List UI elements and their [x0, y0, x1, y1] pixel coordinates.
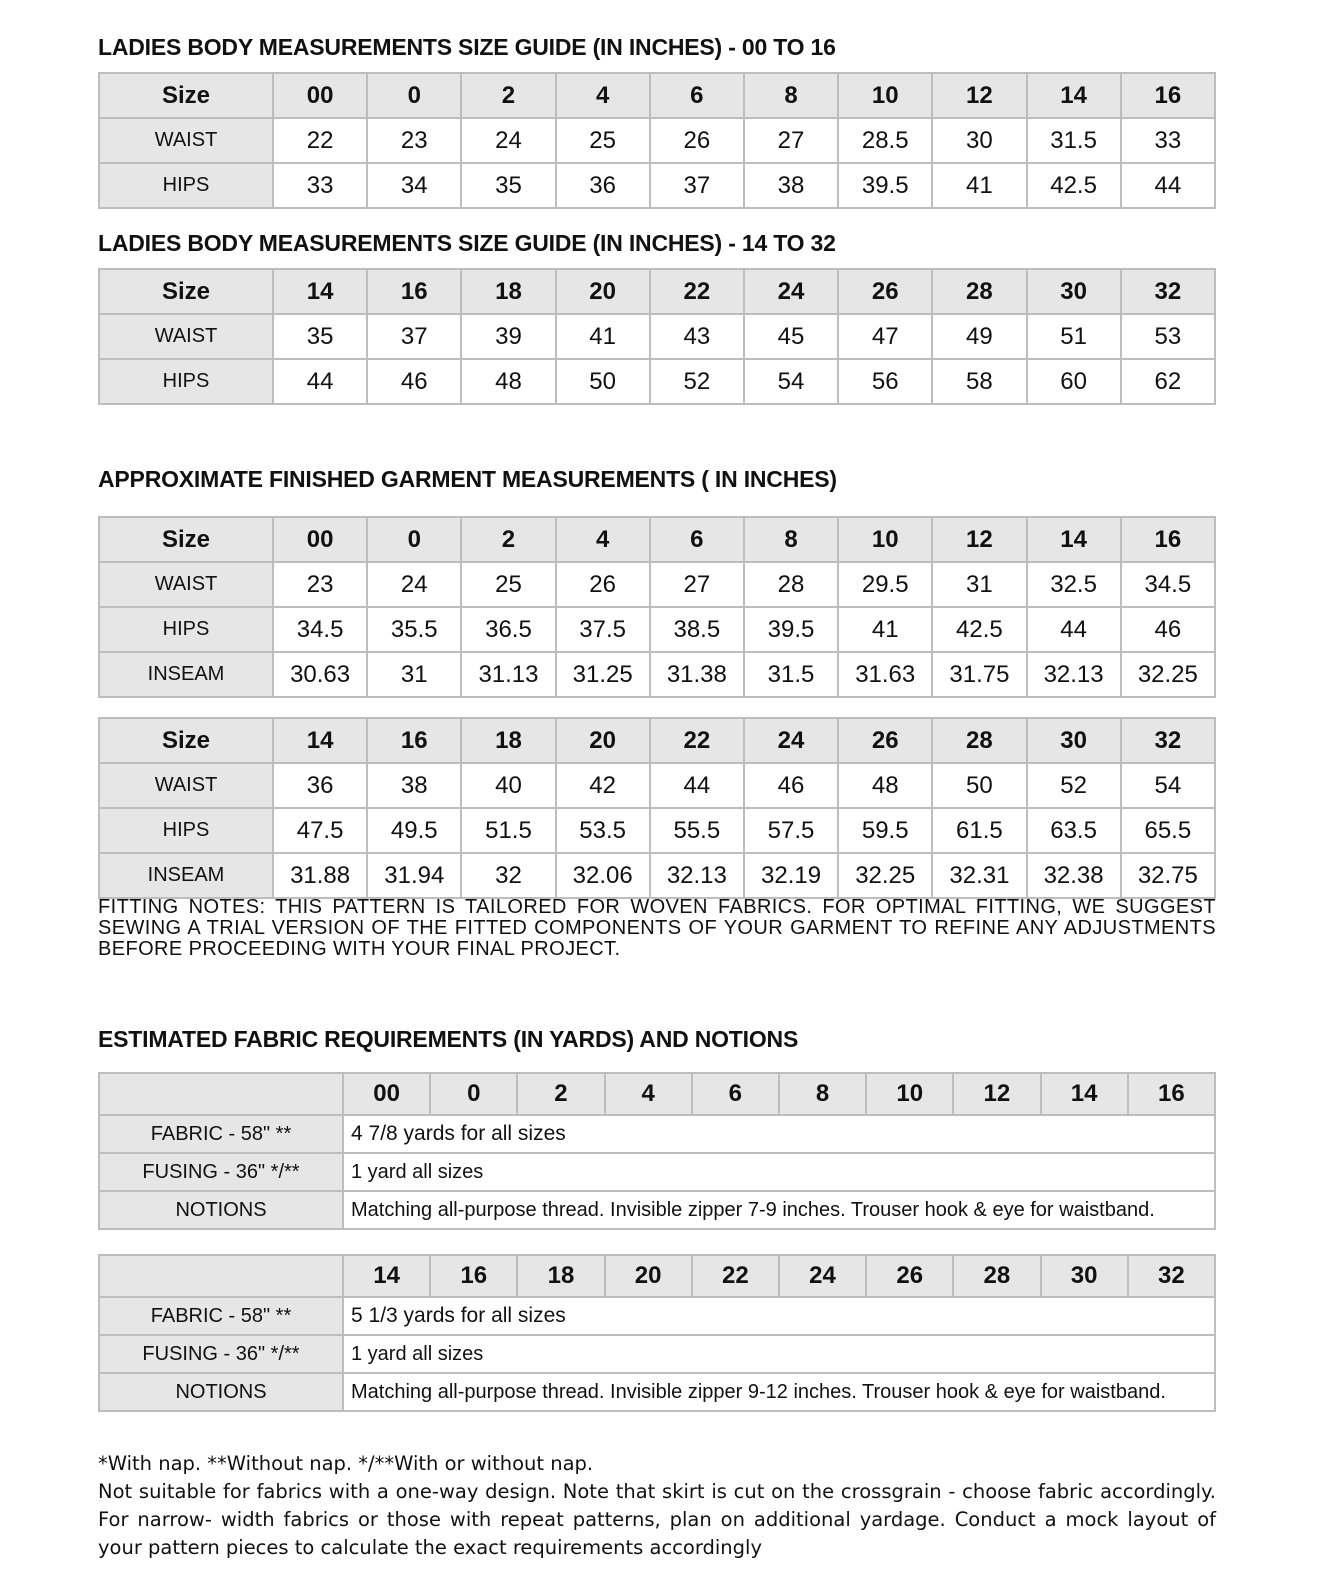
table-cell: 39	[461, 314, 555, 359]
fitting-notes: FITTING NOTES: THIS PATTERN IS TAILORED FOR WOVEN FABRICS. FOR OPTIMAL FITTING, WE SUGGEST SEWING A TRIAL VERSION OF THE FITTED COMPONENTS OF YOUR GARMENT TO REFINE ANY ADJUSTMENTS BEFORE PROCEEDING WITH YOUR FINAL PROJECT.	[98, 896, 1216, 960]
finished-garment-14-32-table	[98, 717, 1216, 899]
table-header-row	[99, 1073, 1215, 1115]
table-cell: 29.5	[838, 562, 932, 607]
body-measurements-14-32-table	[98, 268, 1216, 405]
table-cell: 31.5	[744, 652, 838, 697]
table-cell: 32.31	[932, 853, 1026, 898]
row-label: HIPS	[99, 359, 273, 404]
size-column-header: 32	[1121, 718, 1215, 763]
size-column-header: 12	[953, 1073, 1040, 1115]
table-cell: 27	[650, 562, 744, 607]
table-cell: 63.5	[1027, 808, 1121, 853]
size-column-header: 14	[343, 1255, 430, 1297]
table-cell: 50	[556, 359, 650, 404]
size-column-header: 30	[1041, 1255, 1128, 1297]
table-cell: 38.5	[650, 607, 744, 652]
row-label: FUSING - 36" */**	[99, 1335, 343, 1373]
size-column-header: 24	[744, 269, 838, 314]
table-cell: 55.5	[650, 808, 744, 853]
size-column-header: 20	[605, 1255, 692, 1297]
size-column-header: 10	[866, 1073, 953, 1115]
size-column-header: 14	[273, 718, 367, 763]
fabric-suitability-note: Not suitable for fabrics with a one-way design. Note that skirt is cut on the crossgrain - choose fabric accordingly. For narrow- width fabrics or those with repeat patterns, plan on additional yardage. Conduct a mock layout of your pattern pieces to calculate the exact requirements accordingly	[98, 1480, 1216, 1559]
table-cell: 26	[650, 118, 744, 163]
table-cell: 34.5	[1121, 562, 1215, 607]
size-column-header: 18	[461, 718, 555, 763]
size-column-header: 2	[461, 73, 555, 118]
row-label: HIPS	[99, 808, 273, 853]
table-cell: 27	[744, 118, 838, 163]
row-label: HIPS	[99, 163, 273, 208]
table-cell: 28.5	[838, 118, 932, 163]
footnotes	[98, 1450, 1216, 1562]
table-cell: 5 1/3 yards for all sizes	[343, 1297, 1215, 1335]
table-cell: 41	[556, 314, 650, 359]
table-cell: 47.5	[273, 808, 367, 853]
row-label: WAIST	[99, 314, 273, 359]
size-column-header: 6	[692, 1073, 779, 1115]
table-cell: 24	[367, 562, 461, 607]
table-header-row	[99, 718, 1215, 763]
table-cell: 48	[838, 763, 932, 808]
row-label: WAIST	[99, 562, 273, 607]
table-cell: 32.38	[1027, 853, 1121, 898]
size-column-header: 32	[1121, 269, 1215, 314]
table-cell: 23	[273, 562, 367, 607]
table-cell: 31	[367, 652, 461, 697]
table-cell: 1 yard all sizes	[343, 1153, 1215, 1191]
table-cell: 35.5	[367, 607, 461, 652]
table-cell: 32.25	[838, 853, 932, 898]
table-cell: 24	[461, 118, 555, 163]
row-label: FABRIC - 58" **	[99, 1115, 343, 1153]
table-cell: 57.5	[744, 808, 838, 853]
table-cell: Matching all-purpose thread. Invisible zipper 9-12 inches. Trouser hook & eye for waistband.	[343, 1373, 1215, 1411]
table-cell: 40	[461, 763, 555, 808]
fabric-requirements-title: ESTIMATED FABRIC REQUIREMENTS (IN YARDS) AND NOTIONS	[98, 1026, 799, 1052]
table-row	[99, 652, 1215, 697]
table-cell: 36	[556, 163, 650, 208]
size-column-header: 16	[367, 269, 461, 314]
table-cell: 35	[461, 163, 555, 208]
size-column-header: 6	[650, 73, 744, 118]
size-column-header: 2	[517, 1073, 604, 1115]
table-header-row	[99, 1255, 1215, 1297]
table-cell: 38	[744, 163, 838, 208]
size-column-header: 8	[744, 517, 838, 562]
table-cell: 51	[1027, 314, 1121, 359]
table-cell: 60	[1027, 359, 1121, 404]
size-column-header: 12	[932, 73, 1026, 118]
table-row	[99, 314, 1215, 359]
table-cell: 32.06	[556, 853, 650, 898]
size-column-header: 14	[273, 269, 367, 314]
table-cell: 31	[932, 562, 1026, 607]
size-column-header: 14	[1027, 73, 1121, 118]
body-measurements-00-16-title: LADIES BODY MEASUREMENTS SIZE GUIDE (IN INCHES) - 00 TO 16	[98, 34, 836, 60]
size-column-header: 8	[779, 1073, 866, 1115]
size-column-header: 24	[779, 1255, 866, 1297]
table-cell: 44	[273, 359, 367, 404]
table-cell: 33	[1121, 118, 1215, 163]
body-measurements-14-32-title: LADIES BODY MEASUREMENTS SIZE GUIDE (IN INCHES) - 14 TO 32	[98, 230, 836, 256]
table-cell: 32.5	[1027, 562, 1121, 607]
table-cell: 25	[461, 562, 555, 607]
table-cell: 46	[1121, 607, 1215, 652]
size-column-header: 0	[430, 1073, 517, 1115]
row-label: FUSING - 36" */**	[99, 1153, 343, 1191]
size-column-header: 8	[744, 73, 838, 118]
table-cell: 38	[367, 763, 461, 808]
table-row	[99, 562, 1215, 607]
table-cell: 39.5	[744, 607, 838, 652]
size-column-header: 4	[556, 73, 650, 118]
size-column-header: 16	[1128, 1073, 1215, 1115]
size-header: Size	[99, 73, 273, 118]
size-column-header: 26	[838, 269, 932, 314]
table-cell: 22	[273, 118, 367, 163]
row-label: WAIST	[99, 118, 273, 163]
table-cell: 43	[650, 314, 744, 359]
size-column-header: 16	[430, 1255, 517, 1297]
table-header-row	[99, 517, 1215, 562]
table-cell: 61.5	[932, 808, 1026, 853]
table-cell: 53	[1121, 314, 1215, 359]
size-column-header: 0	[367, 73, 461, 118]
table-cell: 49	[932, 314, 1026, 359]
size-column-header: 22	[650, 718, 744, 763]
table-cell: 28	[744, 562, 838, 607]
table-cell: 52	[1027, 763, 1121, 808]
table-cell: 44	[1121, 163, 1215, 208]
table-cell: 42.5	[1027, 163, 1121, 208]
table-cell: 4 7/8 yards for all sizes	[343, 1115, 1215, 1153]
row-label: FABRIC - 58" **	[99, 1297, 343, 1335]
table-cell: 31.5	[1027, 118, 1121, 163]
size-column-header: 16	[367, 718, 461, 763]
table-cell: 31.88	[273, 853, 367, 898]
table-row	[99, 1153, 1215, 1191]
size-column-header: 30	[1027, 718, 1121, 763]
size-column-header: 6	[650, 517, 744, 562]
table-cell: 65.5	[1121, 808, 1215, 853]
finished-garment-title: APPROXIMATE FINISHED GARMENT MEASUREMENTS ( IN INCHES)	[98, 466, 837, 492]
table-cell: 42.5	[932, 607, 1026, 652]
table-row	[99, 359, 1215, 404]
table-cell: 52	[650, 359, 744, 404]
size-column-header: 00	[273, 73, 367, 118]
table-cell: 48	[461, 359, 555, 404]
table-header-row	[99, 269, 1215, 314]
size-column-header: 14	[1027, 517, 1121, 562]
size-column-header: 26	[838, 718, 932, 763]
size-column-header: 10	[838, 517, 932, 562]
corner-cell	[99, 1073, 343, 1115]
table-row	[99, 118, 1215, 163]
size-column-header: 24	[744, 718, 838, 763]
size-column-header: 16	[1121, 73, 1215, 118]
table-cell: 32.13	[650, 853, 744, 898]
corner-cell	[99, 1255, 343, 1297]
size-column-header: 10	[838, 73, 932, 118]
table-cell: 47	[838, 314, 932, 359]
table-cell: 31.13	[461, 652, 555, 697]
table-cell: 37	[367, 314, 461, 359]
table-cell: 36.5	[461, 607, 555, 652]
table-cell: 41	[838, 607, 932, 652]
table-cell: 31.94	[367, 853, 461, 898]
table-cell: 45	[744, 314, 838, 359]
table-cell: 32.25	[1121, 652, 1215, 697]
table-cell: 1 yard all sizes	[343, 1335, 1215, 1373]
table-row	[99, 853, 1215, 898]
row-label: INSEAM	[99, 652, 273, 697]
table-cell: 32.19	[744, 853, 838, 898]
table-row	[99, 1373, 1215, 1411]
table-header-row	[99, 73, 1215, 118]
table-cell: 49.5	[367, 808, 461, 853]
table-cell: 42	[556, 763, 650, 808]
table-cell: 46	[367, 359, 461, 404]
fabric-requirements-00-16-table	[98, 1072, 1216, 1230]
body-measurements-00-16-table	[98, 72, 1216, 209]
table-cell: 32.13	[1027, 652, 1121, 697]
table-cell: 32.75	[1121, 853, 1215, 898]
size-column-header: 20	[556, 718, 650, 763]
table-row	[99, 763, 1215, 808]
row-label: NOTIONS	[99, 1373, 343, 1411]
table-cell: 25	[556, 118, 650, 163]
table-row	[99, 607, 1215, 652]
size-column-header: 18	[517, 1255, 604, 1297]
table-cell: 37.5	[556, 607, 650, 652]
row-label: INSEAM	[99, 853, 273, 898]
table-cell: 30	[932, 118, 1026, 163]
table-cell: 35	[273, 314, 367, 359]
size-column-header: 28	[953, 1255, 1040, 1297]
row-label: NOTIONS	[99, 1191, 343, 1229]
row-label: WAIST	[99, 763, 273, 808]
table-cell: 33	[273, 163, 367, 208]
size-column-header: 12	[932, 517, 1026, 562]
size-column-header: 16	[1121, 517, 1215, 562]
table-cell: 41	[932, 163, 1026, 208]
table-cell: 56	[838, 359, 932, 404]
fabric-requirements-14-32-table	[98, 1254, 1216, 1412]
size-column-header: 18	[461, 269, 555, 314]
size-column-header: 4	[556, 517, 650, 562]
row-label: HIPS	[99, 607, 273, 652]
table-cell: 50	[932, 763, 1026, 808]
table-cell: 44	[650, 763, 744, 808]
table-cell: 34	[367, 163, 461, 208]
size-column-header: 14	[1041, 1073, 1128, 1115]
table-row	[99, 808, 1215, 853]
table-cell: 31.38	[650, 652, 744, 697]
table-cell: 51.5	[461, 808, 555, 853]
table-cell: 54	[744, 359, 838, 404]
table-cell: 34.5	[273, 607, 367, 652]
size-column-header: 26	[866, 1255, 953, 1297]
table-row	[99, 1115, 1215, 1153]
table-cell: 31.25	[556, 652, 650, 697]
table-cell: 32	[461, 853, 555, 898]
size-column-header: 00	[273, 517, 367, 562]
table-row	[99, 1191, 1215, 1229]
size-header: Size	[99, 718, 273, 763]
size-column-header: 28	[932, 269, 1026, 314]
size-column-header: 28	[932, 718, 1026, 763]
table-cell: 31.63	[838, 652, 932, 697]
size-column-header: 32	[1128, 1255, 1215, 1297]
table-cell: Matching all-purpose thread. Invisible zipper 7-9 inches. Trouser hook & eye for waistband.	[343, 1191, 1215, 1229]
table-cell: 58	[932, 359, 1026, 404]
table-row	[99, 1335, 1215, 1373]
table-cell: 23	[367, 118, 461, 163]
table-cell: 36	[273, 763, 367, 808]
size-column-header: 30	[1027, 269, 1121, 314]
table-row	[99, 1297, 1215, 1335]
table-cell: 59.5	[838, 808, 932, 853]
size-column-header: 2	[461, 517, 555, 562]
size-header: Size	[99, 269, 273, 314]
table-cell: 30.63	[273, 652, 367, 697]
size-column-header: 20	[556, 269, 650, 314]
size-column-header: 22	[692, 1255, 779, 1297]
size-column-header: 22	[650, 269, 744, 314]
size-column-header: 4	[605, 1073, 692, 1115]
table-cell: 44	[1027, 607, 1121, 652]
table-cell: 37	[650, 163, 744, 208]
table-cell: 62	[1121, 359, 1215, 404]
table-cell: 26	[556, 562, 650, 607]
size-header: Size	[99, 517, 273, 562]
table-cell: 46	[744, 763, 838, 808]
table-cell: 53.5	[556, 808, 650, 853]
finished-garment-00-16-table	[98, 516, 1216, 698]
table-cell: 54	[1121, 763, 1215, 808]
table-cell: 31.75	[932, 652, 1026, 697]
table-row	[99, 163, 1215, 208]
table-cell: 39.5	[838, 163, 932, 208]
size-column-header: 0	[367, 517, 461, 562]
size-column-header: 00	[343, 1073, 430, 1115]
nap-footnote: *With nap. **Without nap. */**With or without nap.	[98, 1452, 594, 1475]
